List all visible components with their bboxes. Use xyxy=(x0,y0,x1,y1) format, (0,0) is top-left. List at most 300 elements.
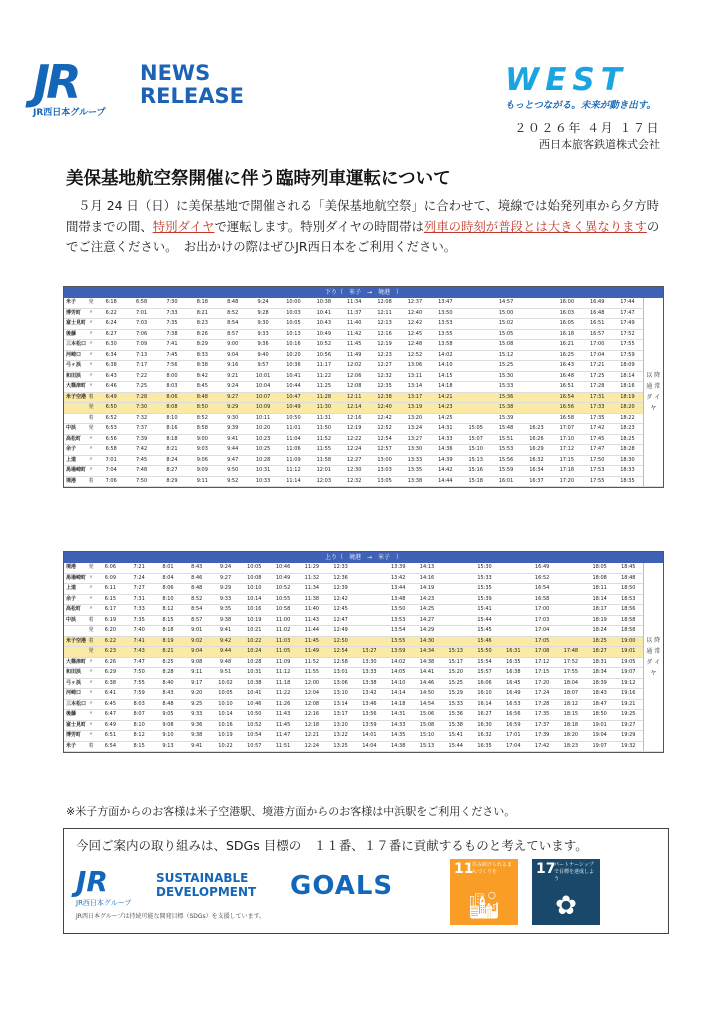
time-cell: 11:34 xyxy=(339,298,369,308)
time-cell: 8:48 xyxy=(187,392,217,403)
time-cell: 7:06 xyxy=(96,476,126,487)
arr-dep-mark: 〃 xyxy=(86,340,96,351)
time-cell: 15:44 xyxy=(441,741,470,752)
time-cell: 7:33 xyxy=(125,605,154,616)
time-cell: 14:33 xyxy=(430,434,460,445)
arr-dep-mark: 〃 xyxy=(86,573,96,584)
time-cell: 13:14 xyxy=(326,699,355,710)
timetable-row xyxy=(64,647,663,658)
time-cell: 9:27 xyxy=(218,392,248,403)
time-cell: 9:24 xyxy=(211,563,240,573)
time-cell xyxy=(355,605,384,616)
time-cell: 17:28 xyxy=(582,382,612,393)
time-cell: 16:35 xyxy=(499,657,528,668)
arr-dep-mark: 〃 xyxy=(86,594,96,605)
time-cell: 15:12 xyxy=(491,350,521,361)
time-cell: 14:30 xyxy=(413,636,442,647)
time-cell: 11:47 xyxy=(269,731,298,742)
time-cell: 8:06 xyxy=(157,392,187,403)
time-cell: 18:14 xyxy=(612,371,643,382)
time-cell: 16:58 xyxy=(528,594,557,605)
timetable-row xyxy=(64,476,663,487)
time-cell xyxy=(461,340,491,351)
time-cell: 6:18 xyxy=(96,298,126,308)
time-cell: 7:13 xyxy=(126,350,156,361)
down-timetable-grid xyxy=(64,298,663,487)
time-cell: 11:55 xyxy=(297,668,326,679)
time-cell: 9:08 xyxy=(182,657,211,668)
time-cell: 9:16 xyxy=(218,361,248,372)
time-cell xyxy=(461,350,491,361)
timetable-row xyxy=(64,584,663,595)
time-cell: 17:04 xyxy=(499,741,528,752)
time-cell: 8:18 xyxy=(157,434,187,445)
time-cell: 11:38 xyxy=(297,594,326,605)
time-cell: 7:50 xyxy=(125,668,154,679)
time-cell: 17:00 xyxy=(528,605,557,616)
time-cell: 13:38 xyxy=(400,476,430,487)
time-cell: 18:35 xyxy=(612,476,643,487)
time-cell: 8:21 xyxy=(187,308,217,319)
time-cell: 18:17 xyxy=(585,605,614,616)
time-cell: 19:00 xyxy=(614,636,643,647)
time-cell: 15:07 xyxy=(461,434,491,445)
station-name: 境港 xyxy=(64,476,86,487)
time-cell: 18:58 xyxy=(614,615,643,626)
time-cell: 10:19 xyxy=(211,731,240,742)
time-cell: 13:17 xyxy=(326,710,355,721)
time-cell: 10:49 xyxy=(269,573,298,584)
arr-dep-mark: 〃 xyxy=(86,445,96,456)
time-cell xyxy=(557,626,586,637)
station-name xyxy=(64,413,86,424)
arr-dep-mark: 〃 xyxy=(86,361,96,372)
station-name: 上道 xyxy=(64,455,86,466)
time-cell: 14:38 xyxy=(413,657,442,668)
time-cell: 6:43 xyxy=(96,371,126,382)
station-name: 境港 xyxy=(64,563,86,573)
timetable-row xyxy=(64,615,663,626)
station-name: 富士見町 xyxy=(64,319,86,330)
time-cell: 15:25 xyxy=(441,678,470,689)
time-cell xyxy=(521,319,551,330)
time-cell: 7:35 xyxy=(157,319,187,330)
time-cell: 10:50 xyxy=(240,710,269,721)
intro-paragraph: ５月 24 日（日）に美保基地で開催される「美保基地航空祭」に合わせて、境線では始発列車から夕方時間帯までの間、特別ダイヤで運転します。特別ダイヤの時間帯は列車の時刻が普段とは大きく異なりますのでご注意ください。 お出かけの際はぜひJR西日本をご利用ください。 xyxy=(66,198,660,254)
time-cell: 10:47 xyxy=(278,392,308,403)
time-cell: 15:36 xyxy=(491,392,521,403)
time-cell: 18:19 xyxy=(612,392,643,403)
time-cell: 10:44 xyxy=(278,382,308,393)
time-cell: 7:37 xyxy=(126,424,156,435)
down-timetable xyxy=(63,286,664,488)
time-cell: 11:43 xyxy=(297,615,326,626)
time-cell: 13:19 xyxy=(400,403,430,414)
time-cell: 8:15 xyxy=(125,741,154,752)
time-cell: 15:38 xyxy=(441,720,470,731)
time-cell: 12:30 xyxy=(339,466,369,477)
time-cell: 8:12 xyxy=(125,731,154,742)
time-cell: 10:38 xyxy=(309,298,339,308)
time-cell: 17:35 xyxy=(528,710,557,721)
station-name: 中浜 xyxy=(64,424,86,435)
time-cell: 12:37 xyxy=(400,298,430,308)
station-name: 高松町 xyxy=(64,434,86,445)
time-cell: 8:06 xyxy=(154,584,183,595)
time-cell xyxy=(355,626,384,637)
time-cell: 9:30 xyxy=(248,319,278,330)
time-cell: 7:27 xyxy=(125,584,154,595)
time-cell: 10:03 xyxy=(278,308,308,319)
time-cell: 11:30 xyxy=(309,403,339,414)
timetable-row xyxy=(64,340,663,351)
time-cell: 16:34 xyxy=(521,466,551,477)
time-cell: 12:39 xyxy=(326,584,355,595)
arr-dep-mark: 〃 xyxy=(86,678,96,689)
time-cell: 9:36 xyxy=(248,340,278,351)
time-cell: 8:54 xyxy=(182,605,211,616)
arr-dep-mark: 着 xyxy=(86,392,96,403)
time-cell: 12:11 xyxy=(369,308,399,319)
time-cell: 17:50 xyxy=(582,455,612,466)
time-cell: 11:31 xyxy=(309,413,339,424)
time-cell: 13:06 xyxy=(400,361,430,372)
time-cell: 7:50 xyxy=(126,476,156,487)
time-cell: 9:20 xyxy=(182,689,211,700)
time-cell: 6:11 xyxy=(96,584,125,595)
time-cell: 16:49 xyxy=(528,563,557,573)
time-cell: 12:54 xyxy=(369,434,399,445)
timetable-row xyxy=(64,563,663,573)
time-cell: 7:40 xyxy=(125,626,154,637)
time-cell: 14:16 xyxy=(413,573,442,584)
time-cell: 9:33 xyxy=(211,594,240,605)
time-cell: 11:03 xyxy=(269,636,298,647)
time-cell: 12:35 xyxy=(369,382,399,393)
time-cell: 15:41 xyxy=(441,731,470,742)
time-cell: 9:35 xyxy=(211,605,240,616)
time-cell: 13:22 xyxy=(326,731,355,742)
arr-dep-mark: 〃 xyxy=(86,434,96,445)
time-cell: 14:44 xyxy=(430,476,460,487)
time-cell xyxy=(461,403,491,414)
time-cell: 18:27 xyxy=(585,647,614,658)
time-cell: 17:33 xyxy=(582,403,612,414)
time-cell: 17:28 xyxy=(528,699,557,710)
time-cell: 11:49 xyxy=(297,647,326,658)
time-cell: 10:57 xyxy=(240,741,269,752)
time-cell: 17:47 xyxy=(612,308,643,319)
regular-schedule-note: 以 降 通 常 ダ イ ヤ xyxy=(643,563,663,752)
time-cell: 16:29 xyxy=(521,445,551,456)
time-cell: 16:37 xyxy=(521,476,551,487)
time-cell: 18:34 xyxy=(585,668,614,679)
time-cell: 13:50 xyxy=(384,605,413,616)
time-cell: 11:05 xyxy=(269,647,298,658)
west-tagline: もっとつながる。未来が動き出す。 xyxy=(505,100,657,111)
time-cell: 9:57 xyxy=(248,361,278,372)
time-cell: 14:21 xyxy=(430,392,460,403)
time-cell: 10:02 xyxy=(211,678,240,689)
time-cell: 15:13 xyxy=(413,741,442,752)
time-cell: 16:00 xyxy=(552,298,582,308)
time-cell: 13:47 xyxy=(430,298,460,308)
time-cell: 18:23 xyxy=(557,741,586,752)
time-cell: 9:40 xyxy=(248,350,278,361)
station-name: 余子 xyxy=(64,594,86,605)
time-cell: 15:33 xyxy=(441,699,470,710)
time-cell: 8:48 xyxy=(154,699,183,710)
time-cell: 15:59 xyxy=(491,466,521,477)
timetable-row xyxy=(64,689,663,700)
time-cell: 18:39 xyxy=(585,678,614,689)
time-cell: 18:04 xyxy=(557,678,586,689)
time-cell: 9:09 xyxy=(187,466,217,477)
time-cell: 7:30 xyxy=(126,403,156,414)
time-cell: 12:18 xyxy=(297,720,326,731)
time-cell: 6:22 xyxy=(96,636,125,647)
time-cell: 17:01 xyxy=(499,731,528,742)
time-cell: 10:36 xyxy=(278,361,308,372)
time-cell: 13:38 xyxy=(355,678,384,689)
time-cell: 10:24 xyxy=(240,647,269,658)
time-cell: 13:44 xyxy=(384,584,413,595)
time-cell: 12:27 xyxy=(369,361,399,372)
time-cell: 11:01 xyxy=(278,424,308,435)
time-cell: 12:54 xyxy=(326,647,355,658)
time-cell: 15:05 xyxy=(461,424,491,435)
time-cell: 9:28 xyxy=(248,308,278,319)
time-cell: 19:32 xyxy=(614,741,643,752)
time-cell: 16:26 xyxy=(521,434,551,445)
time-cell xyxy=(557,594,586,605)
time-cell: 7:24 xyxy=(125,573,154,584)
time-cell: 16:32 xyxy=(470,731,499,742)
time-cell: 7:48 xyxy=(126,466,156,477)
time-cell: 16:54 xyxy=(552,392,582,403)
time-cell: 14:14 xyxy=(384,689,413,700)
station-name: 米子 xyxy=(64,298,86,308)
time-cell: 13:17 xyxy=(400,392,430,403)
time-cell: 16:48 xyxy=(552,371,582,382)
station-name: 中浜 xyxy=(64,615,86,626)
time-cell: 8:45 xyxy=(187,382,217,393)
arr-dep-mark: 〃 xyxy=(86,668,96,679)
time-cell: 6:54 xyxy=(96,741,125,752)
time-cell: 12:38 xyxy=(369,392,399,403)
time-cell: 13:53 xyxy=(384,615,413,626)
timetable-row xyxy=(64,573,663,584)
time-cell: 14:42 xyxy=(430,466,460,477)
time-cell: 8:21 xyxy=(154,647,183,658)
time-cell: 18:50 xyxy=(614,584,643,595)
time-cell: 16:49 xyxy=(499,689,528,700)
time-cell xyxy=(355,615,384,626)
time-cell: 8:00 xyxy=(157,371,187,382)
time-cell: 16:05 xyxy=(552,319,582,330)
time-cell: 14:31 xyxy=(430,424,460,435)
arr-dep-mark: 〃 xyxy=(86,319,96,330)
time-cell xyxy=(521,413,551,424)
time-cell: 8:29 xyxy=(157,476,187,487)
time-cell: 14:46 xyxy=(413,678,442,689)
station-name: 和田浜 xyxy=(64,371,86,382)
time-cell: 18:45 xyxy=(614,563,643,573)
time-cell: 9:39 xyxy=(218,424,248,435)
time-cell: 7:04 xyxy=(96,466,126,477)
time-cell: 10:52 xyxy=(269,584,298,595)
time-cell: 13:42 xyxy=(355,689,384,700)
time-cell: 17:59 xyxy=(612,350,643,361)
time-cell: 18:48 xyxy=(614,573,643,584)
time-cell: 12:33 xyxy=(326,563,355,573)
time-cell: 12:16 xyxy=(339,413,369,424)
time-cell: 13:14 xyxy=(400,382,430,393)
time-cell: 19:07 xyxy=(614,668,643,679)
time-cell: 12:47 xyxy=(326,615,355,626)
time-cell xyxy=(499,636,528,647)
time-cell: 15:39 xyxy=(470,594,499,605)
time-cell: 10:14 xyxy=(211,710,240,721)
time-cell: 8:46 xyxy=(182,573,211,584)
time-cell: 13:46 xyxy=(355,699,384,710)
time-cell: 7:59 xyxy=(125,689,154,700)
time-cell: 7:42 xyxy=(126,445,156,456)
time-cell: 8:38 xyxy=(187,361,217,372)
time-cell: 17:39 xyxy=(528,731,557,742)
time-cell: 11:50 xyxy=(309,424,339,435)
time-cell: 17:31 xyxy=(582,392,612,403)
time-cell: 17:52 xyxy=(612,329,643,340)
time-cell: 16:30 xyxy=(470,720,499,731)
time-cell: 12:02 xyxy=(339,361,369,372)
time-cell: 12:11 xyxy=(339,392,369,403)
time-cell xyxy=(521,329,551,340)
time-cell: 16:58 xyxy=(552,413,582,424)
time-cell: 8:52 xyxy=(182,594,211,605)
time-cell: 13:39 xyxy=(384,563,413,573)
arr-dep-mark: 〃 xyxy=(86,350,96,361)
time-cell: 15:00 xyxy=(491,308,521,319)
time-cell xyxy=(499,615,528,626)
time-cell: 18:05 xyxy=(585,563,614,573)
time-cell: 7:06 xyxy=(126,329,156,340)
time-cell: 7:09 xyxy=(126,340,156,351)
timetable-row xyxy=(64,455,663,466)
time-cell: 6:23 xyxy=(96,647,125,658)
time-cell: 15:39 xyxy=(491,413,521,424)
time-cell: 11:22 xyxy=(309,371,339,382)
station-name: 三本松口 xyxy=(64,340,86,351)
time-cell: 11:12 xyxy=(269,668,298,679)
time-cell: 10:54 xyxy=(240,731,269,742)
time-cell: 14:19 xyxy=(413,584,442,595)
time-cell: 12:58 xyxy=(326,657,355,668)
time-cell: 15:51 xyxy=(491,434,521,445)
station-name: 後藤 xyxy=(64,329,86,340)
time-cell: 9:41 xyxy=(218,434,248,445)
time-cell: 10:14 xyxy=(240,594,269,605)
schedule-warning-highlight: 列車の時刻が普段とは大きく異なります xyxy=(423,218,647,234)
time-cell: 15:18 xyxy=(461,476,491,487)
sdg-statement: 今回ご案内の取り組みは、SDGs 目標の １１番、１７番に貢献するものと考えています。 xyxy=(76,838,588,853)
time-cell: 8:28 xyxy=(154,668,183,679)
time-cell xyxy=(499,594,528,605)
time-cell: 9:11 xyxy=(182,668,211,679)
time-cell: 10:08 xyxy=(240,573,269,584)
time-cell: 17:05 xyxy=(528,636,557,647)
time-cell: 9:06 xyxy=(187,455,217,466)
time-cell: 13:10 xyxy=(326,689,355,700)
time-cell: 17:35 xyxy=(582,413,612,424)
time-cell: 15:13 xyxy=(461,455,491,466)
time-cell: 7:30 xyxy=(157,298,187,308)
time-cell: 9:29 xyxy=(218,403,248,414)
time-cell: 11:04 xyxy=(278,434,308,445)
time-cell: 16:32 xyxy=(521,455,551,466)
time-cell: 7:32 xyxy=(126,413,156,424)
time-cell: 8:50 xyxy=(187,403,217,414)
time-cell: 18:50 xyxy=(585,710,614,721)
time-cell xyxy=(441,573,470,584)
station-name: 大篠津町 xyxy=(64,657,86,668)
time-cell: 6:30 xyxy=(96,340,126,351)
time-cell: 9:03 xyxy=(187,445,217,456)
time-cell: 7:45 xyxy=(126,455,156,466)
time-cell: 12:40 xyxy=(369,403,399,414)
time-cell: 13:35 xyxy=(400,466,430,477)
time-cell: 13:30 xyxy=(355,657,384,668)
time-cell: 17:07 xyxy=(552,424,582,435)
time-cell: 19:04 xyxy=(585,731,614,742)
time-cell: 14:18 xyxy=(430,382,460,393)
arr-dep-mark: 〃 xyxy=(86,731,96,742)
time-cell: 7:55 xyxy=(125,678,154,689)
time-cell: 8:03 xyxy=(125,699,154,710)
time-cell: 6:58 xyxy=(126,298,156,308)
timetable-row xyxy=(64,720,663,731)
time-cell: 17:04 xyxy=(582,350,612,361)
time-cell: 19:12 xyxy=(614,678,643,689)
time-cell: 6:15 xyxy=(96,594,125,605)
regular-schedule-note: 以 降 通 常 ダ イ ヤ xyxy=(643,298,663,487)
time-cell: 15:38 xyxy=(491,403,521,414)
time-cell: 12:42 xyxy=(400,319,430,330)
time-cell: 13:20 xyxy=(400,413,430,424)
timetable-row xyxy=(64,710,663,721)
time-cell: 8:48 xyxy=(182,584,211,595)
timetable-row xyxy=(64,594,663,605)
time-cell: 8:16 xyxy=(157,424,187,435)
time-cell: 13:27 xyxy=(400,434,430,445)
station-name: 上道 xyxy=(64,584,86,595)
time-cell: 7:25 xyxy=(126,382,156,393)
time-cell: 12:24 xyxy=(297,741,326,752)
time-cell: 14:41 xyxy=(413,668,442,679)
time-cell: 8:29 xyxy=(187,340,217,351)
time-cell: 10:31 xyxy=(248,466,278,477)
arr-dep-mark: 〃 xyxy=(86,689,96,700)
time-cell: 15:17 xyxy=(441,657,470,668)
time-cell: 13:59 xyxy=(355,720,384,731)
time-cell: 16:56 xyxy=(499,710,528,721)
time-cell: 8:42 xyxy=(187,371,217,382)
time-cell: 8:43 xyxy=(182,563,211,573)
time-cell: 19:29 xyxy=(614,731,643,742)
time-cell: 11:37 xyxy=(339,308,369,319)
time-cell: 13:33 xyxy=(355,668,384,679)
time-cell: 7:38 xyxy=(157,329,187,340)
